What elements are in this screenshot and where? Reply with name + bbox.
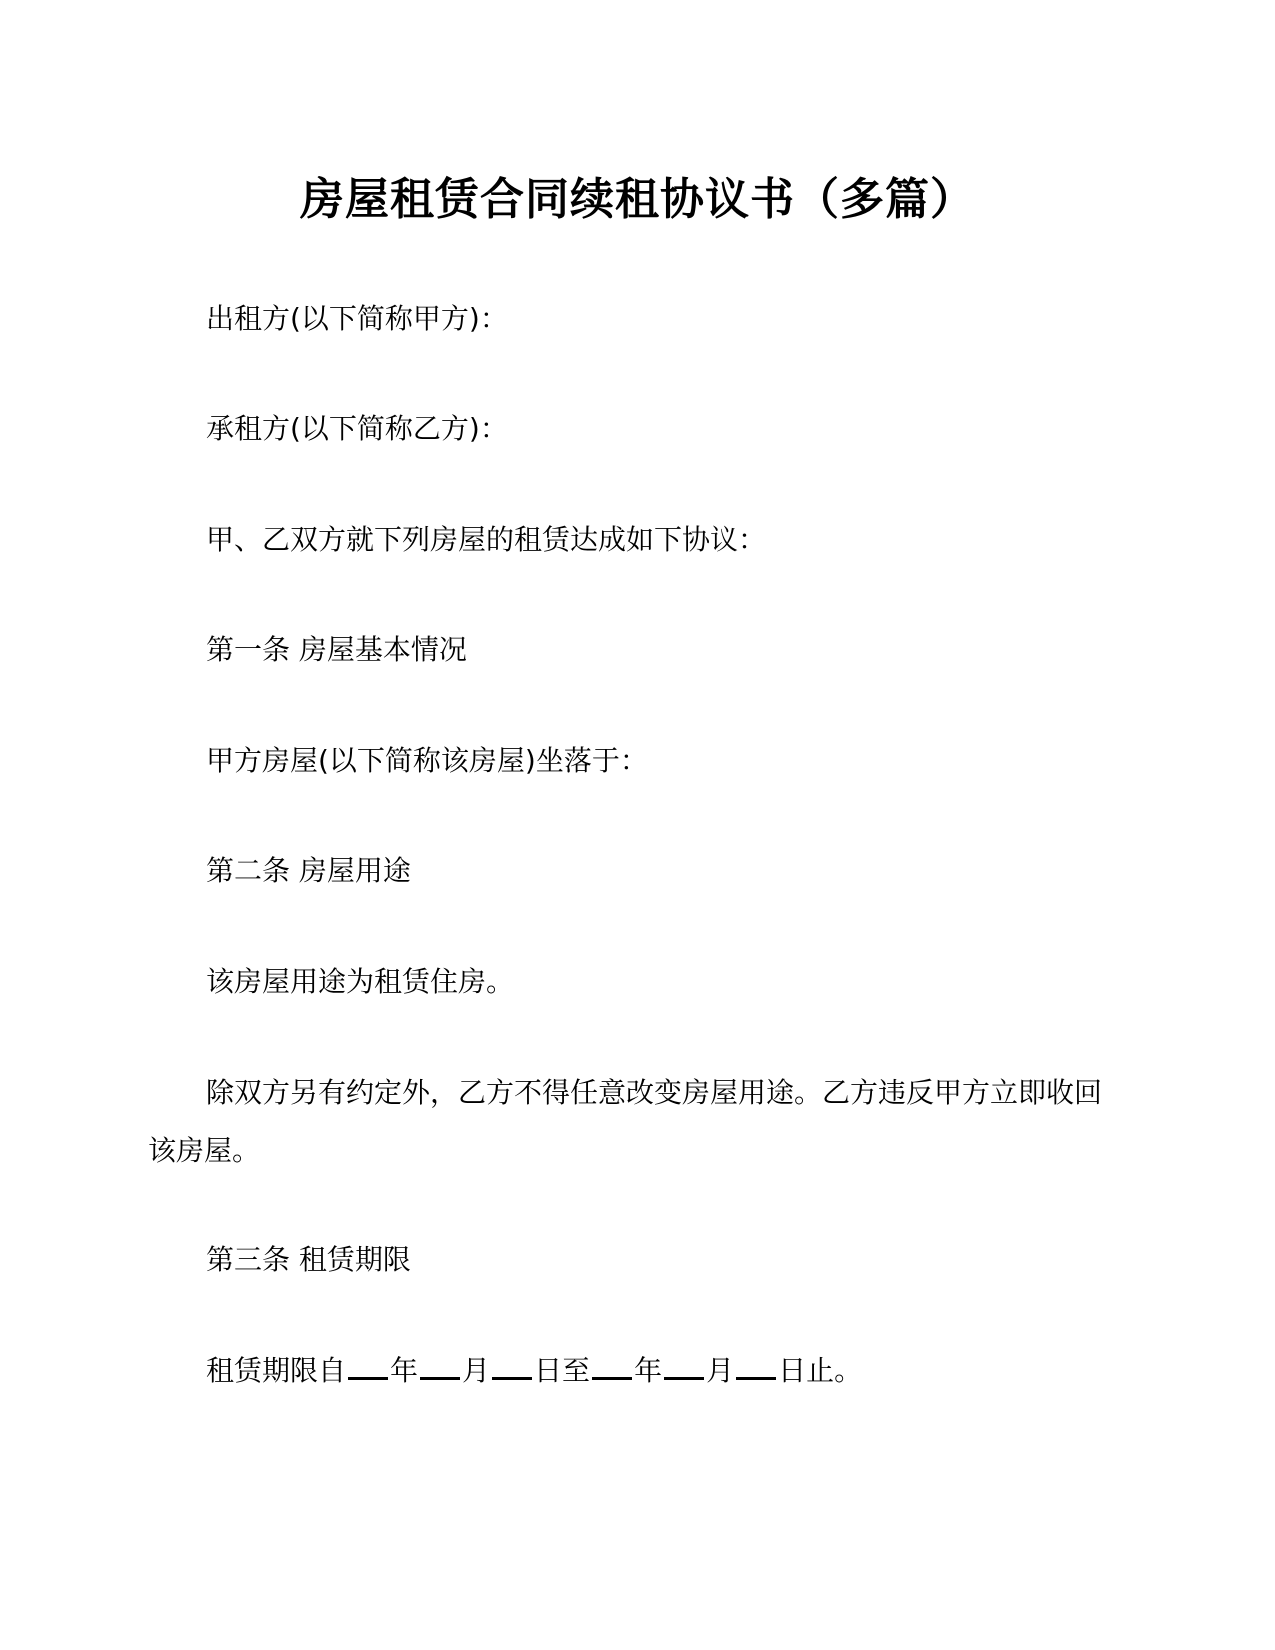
paragraph-lessor: 出租方(以下简称甲方)： [206,302,508,335]
blank-start-month [420,1353,460,1380]
blank-end-month [664,1353,704,1380]
paragraph-house-location: 甲方房屋(以下简称该房屋)坐落于： [206,744,648,777]
blank-start-day [492,1353,532,1380]
paragraph-house-use: 该房屋用途为租赁住房。 [206,965,515,998]
blank-start-year [348,1353,388,1380]
article-3-heading: 第三条 租赁期限 [206,1243,411,1276]
blank-end-day [736,1353,776,1380]
article-1-heading: 第一条 房屋基本情况 [206,633,467,666]
lease-term-day-2: 日止。 [778,1354,863,1387]
paragraph-agreement-intro: 甲、乙双方就下列房屋的租赁达成如下协议： [206,523,767,556]
document-title: 房屋租赁合同续租协议书（多篇） [300,174,975,225]
lease-term-month-1: 月 [462,1354,491,1387]
paragraph-use-restriction: 除双方另有约定外，乙方不得任意改变房屋用途。乙方违反甲方立即收回该房屋。 [148,1076,1103,1167]
lease-term-month-2: 月 [706,1354,735,1387]
lease-term-year-2: 年 [634,1354,663,1387]
lease-term-prefix: 租赁期限自 [206,1354,347,1387]
blank-end-year [592,1353,632,1380]
lease-term-year-1: 年 [390,1354,419,1387]
article-2-heading: 第二条 房屋用途 [206,854,411,887]
lease-term-day-1: 日至 [534,1354,591,1387]
paragraph-lease-term [148,1342,1108,1400]
paragraph-lessee: 承租方(以下简称乙方)： [206,412,508,445]
